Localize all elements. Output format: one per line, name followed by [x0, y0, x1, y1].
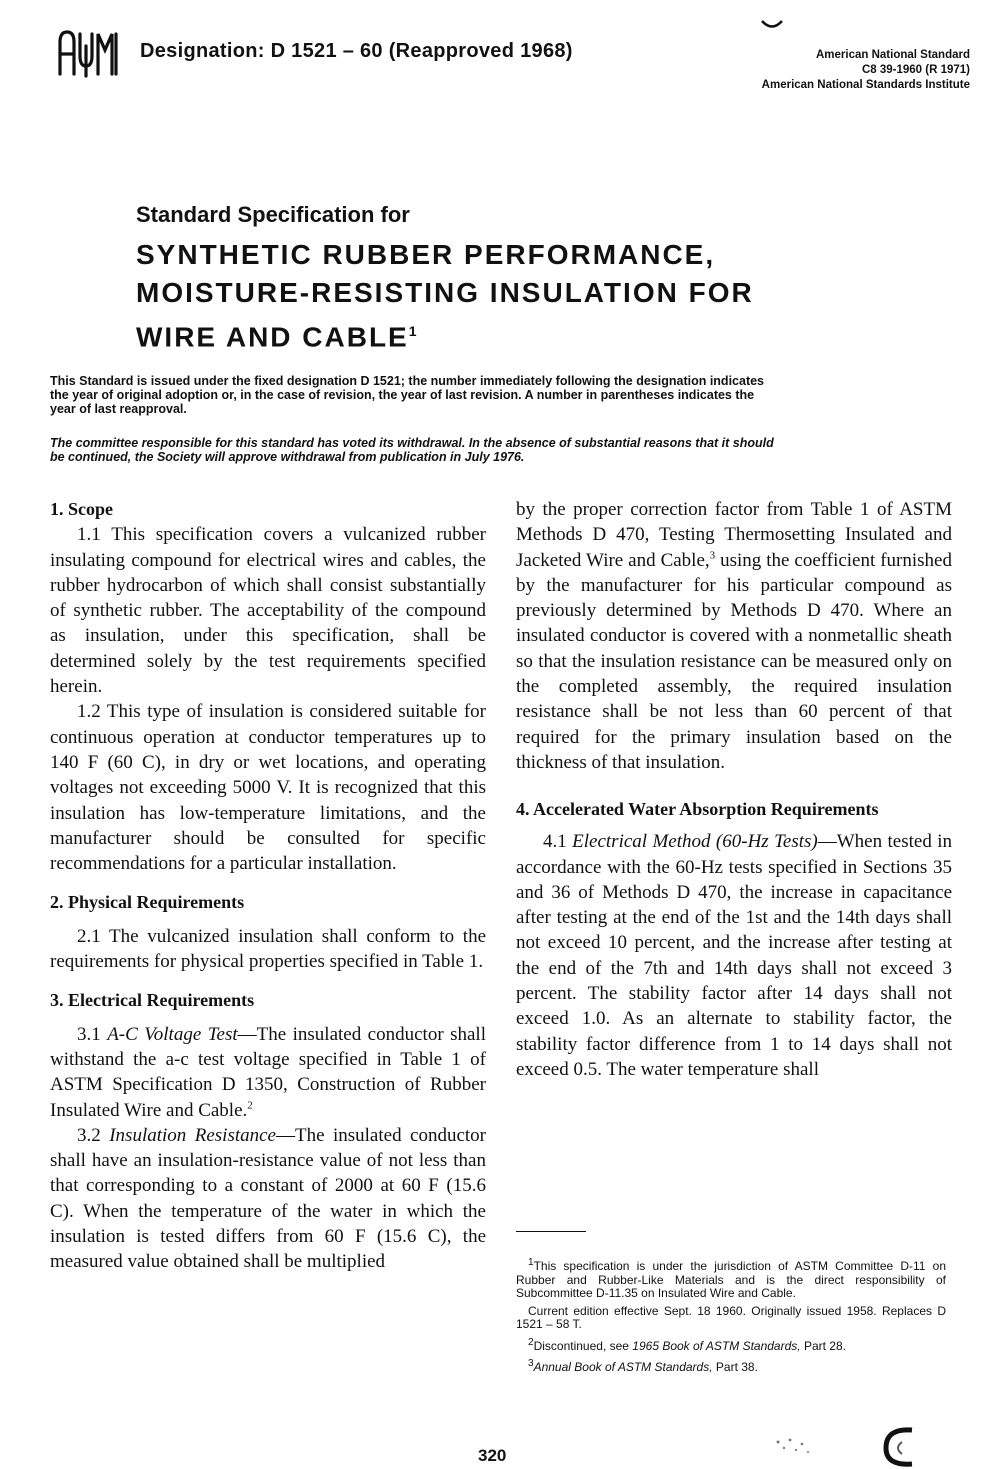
curve-mark-icon — [760, 18, 784, 32]
section-4-1-text: —When tested in accordance with the 60-Hz tests specified in Sections 35 and 36 of Methods D 470, the increase in capacitance after testing at the end of the 1st and the 14th days shall not exceed 10 percent, and the increase after testing at the end of the 7th and 14th days shall not exceed 3 percent. The stability factor after 14 days shall not exceed 1.0. As an alternate to stability factor, the stability factor difference from 1 to 14 days shall not exceed 0.5. The water temperature shall — [516, 831, 952, 1080]
section-3-1-number: 3.1 — [77, 1023, 101, 1045]
footnote-1-number: 1 — [528, 1257, 534, 1268]
section-1-1: 1.1 This specification covers a vulcanized rubber insulating compound for electrical wires and cables, the rubber hydrocarbon of which shall consist substantially of synthetic rubber. The acceptability of the compound as insulation, under this specification, shall be determined solely by the test requirements specified herein. — [50, 524, 486, 698]
footnote-2-part: Part 28. — [800, 1338, 846, 1353]
section-3-2 — [50, 1123, 486, 1275]
left-column — [50, 497, 486, 1275]
footnote-3-part: Part 38. — [712, 1360, 758, 1374]
section-3-2-cont-a: by the proper correction factor from Table 1 of ASTM Methods D 470, Testing Thermosetting Insulated and Jacketed Wire and Cable, — [516, 499, 952, 571]
section-2-heading: 2. Physical Requirements — [50, 892, 245, 913]
title-line-2: MOISTURE-RESISTING INSULATION FOR — [136, 277, 754, 308]
footnote-2-reference: 1965 Book of ASTM Standards, — [632, 1338, 801, 1353]
ansi-line-2: C8 39-1960 (R 1971) — [861, 64, 970, 76]
section-3-2-continued — [516, 497, 952, 775]
document-title — [136, 202, 754, 356]
footnote-3-number: 3 — [528, 1358, 534, 1369]
title-prefix: Standard Specification for — [136, 202, 410, 227]
ansi-line-3: American National Standards Institute — [761, 79, 970, 91]
section-1-heading: 1. Scope — [50, 499, 113, 519]
footnote-2-text: Discontinued, see — [533, 1338, 633, 1353]
footnote-1-edition: Current edition effective Sept. 18 1960. Originally issued 1958. Replaces D 1521 – 58 T. — [516, 1303, 946, 1331]
footnote-rule — [516, 1231, 586, 1232]
footnote-2 — [516, 1336, 946, 1354]
title-line-3-text: WIRE AND CABLE — [136, 321, 409, 353]
section-3-2-title: Insulation Resistance — [109, 1124, 276, 1146]
section-4-1-number: 4.1 — [543, 831, 567, 853]
section-3-2-text: —The insulated conductor shall have an insulation-resistance value of not less than that corresponding to a constant of 2000 at 60 F (15.6 C). When the temperature of the water in which the insulation is tested differs from 60 F (15.6 C), the measured value obtained shall be multiplied — [50, 1124, 487, 1273]
section-3-2-number: 3.2 — [77, 1124, 101, 1146]
issue-note: This Standard is issued under the fixed designation D 1521; the number immediately following the designation indicates the year of original adoption or, in the case of revision, the year of last revision. A number in parentheses indicates the year of last reapproval. — [50, 374, 765, 416]
withdrawal-note: The committee responsible for this standard has voted its withdrawal. In the absence of substantial reasons that it should be continued, the Society will approve withdrawal from publication in July 1976. — [50, 436, 774, 464]
footnote-1 — [516, 1256, 946, 1301]
section-3-1-title: A-C Voltage Test — [107, 1023, 238, 1045]
section-3-1-text: —The insulated conductor shall withstand the a-c test voltage specified in Table 1 of ASTM Specification D 1350, Construction of Rubber Insulated Wire and Cable. — [50, 1023, 486, 1121]
section-4-1 — [516, 829, 952, 1082]
section-3-2-cont-b: using the coefficient furnished by the manufacturer for his particular compound as previously determined by Methods D 470. Where an insulated conductor is covered with a nonmetallic sheath so that the insulation resistance can be measured only on the completed assembly, the required insulation resistance shall be not less than 60 percent of that required for the primary insulation based on the thickness of that insulation. — [516, 549, 952, 773]
footnote-3 — [516, 1357, 946, 1375]
section-3-1 — [50, 1022, 486, 1123]
ansi-approval-block — [760, 48, 1000, 93]
section-3-heading: 3. Electrical Requirements — [50, 990, 255, 1011]
title-line-3 — [136, 312, 754, 356]
section-2-1: 2.1 The vulcanized insulation shall conform to the requirements for physical properties specified in Table 1. — [50, 925, 486, 973]
scan-smudge-icon — [770, 1432, 820, 1458]
ansi-line-1: American National Standard — [815, 49, 970, 61]
right-column — [516, 497, 952, 1082]
corner-stamp-icon — [872, 1424, 932, 1469]
footnotes — [516, 1256, 946, 1379]
footnote-ref-2: 2 — [247, 1099, 253, 1112]
astm-logo-icon — [56, 26, 122, 78]
page-number: 320 — [478, 1446, 507, 1465]
footnote-1-text: This specification is under the jurisdiction of ASTM Committee D-11 on Rubber and Rubber-Like Materials and is the direct responsibility of Subcommittee D-11.35 on Insulated Wire and Cable. — [516, 1259, 946, 1300]
footnote-3-reference: Annual Book of ASTM Standards, — [533, 1360, 713, 1374]
footnote-2-number: 2 — [528, 1336, 534, 1348]
footnote-ref-3: 3 — [709, 549, 716, 562]
section-4-1-title: Electrical Method (60-Hz Tests) — [572, 831, 818, 853]
designation-line: Designation: D 1521 – 60 (Reapproved 1968) — [140, 40, 573, 62]
section-1-2: 1.2 This type of insulation is considered suitable for continuous operation at conductor temperatures up to 140 F (60 C), in dry or wet locations, and operating voltages not exceeding 5000 V. It is recognized that this insulation has low-temperature limitations, and the manufacturer should be consulted for specific recommendations for a particular installation. — [50, 701, 486, 875]
section-4-heading: 4. Accelerated Water Absorption Requirements — [516, 799, 879, 820]
title-line-1: SYNTHETIC RUBBER PERFORMANCE, — [136, 239, 716, 270]
title-footnote-ref: 1 — [408, 323, 417, 339]
